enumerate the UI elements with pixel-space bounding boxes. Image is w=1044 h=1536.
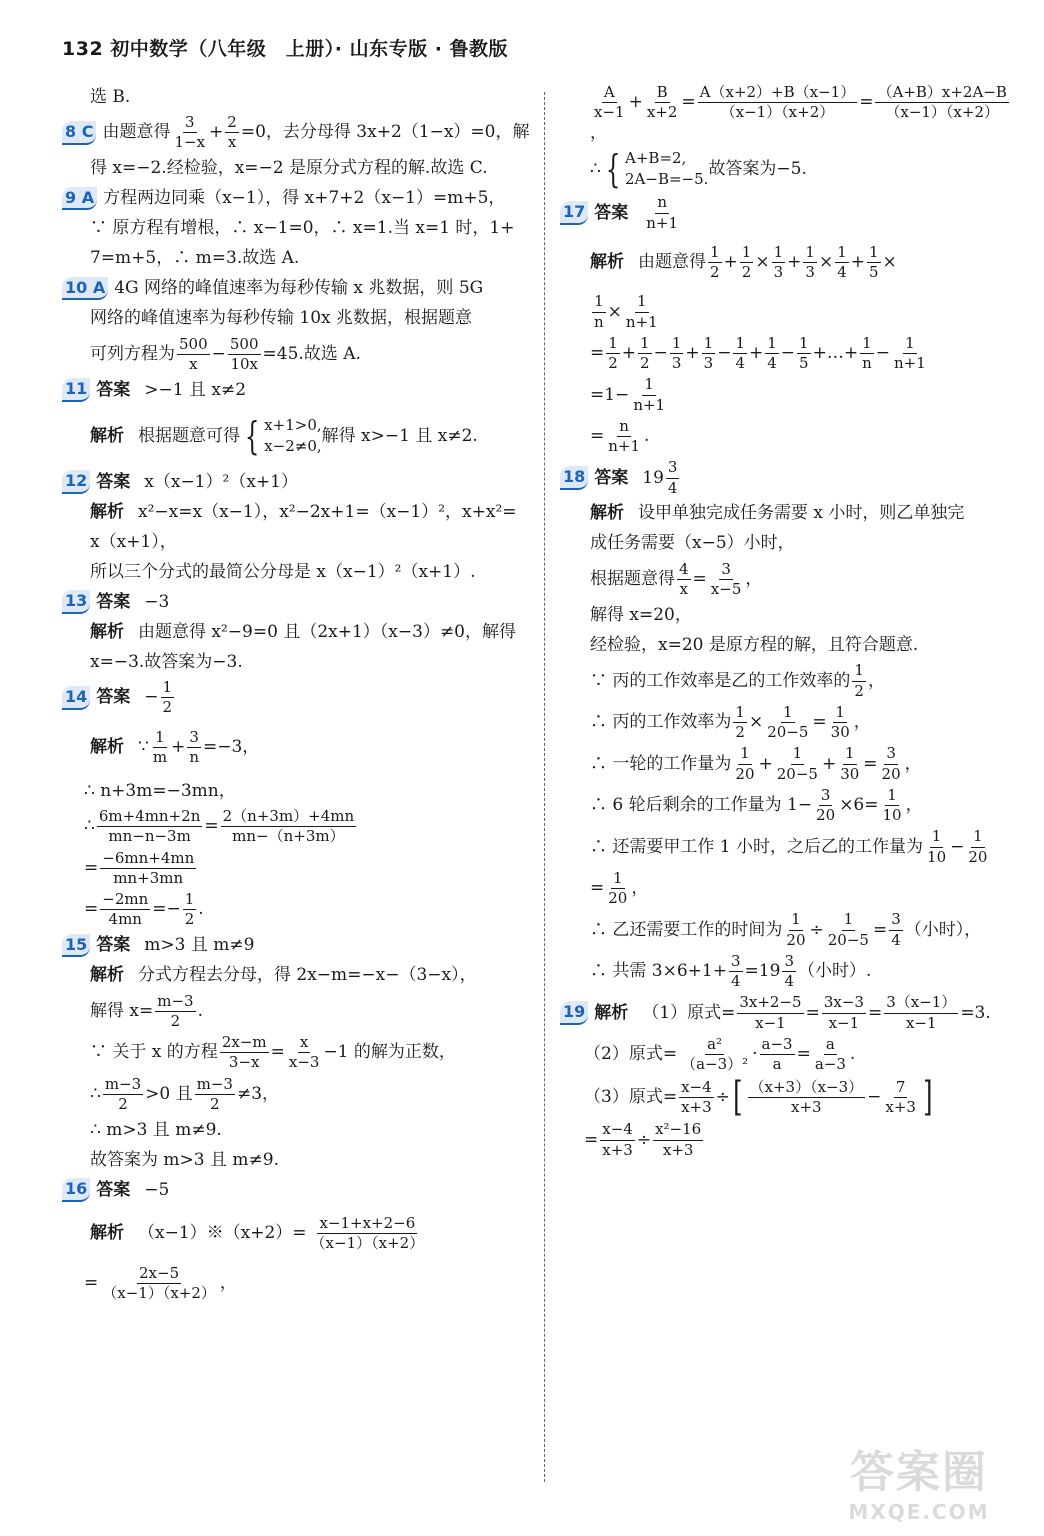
line: ∴ n+3m=−3mn， [84,780,236,801]
fraction: $\frac{1}{2}$ [741,242,752,282]
explanation-label: 解析 [594,1002,629,1023]
line: x=−3.故答案为−3. [90,651,243,672]
line: 解得 x= $\frac{m-3}{2}$ . [90,991,203,1030]
fraction: $\frac{1}{n+1}$ [894,333,926,373]
question-number: 12 [62,470,90,494]
line: ∴ $\frac{m-3}{2}$ >0 且 $\frac{m-3}{2}$ ≠3， [90,1074,280,1113]
line: ∴ 6 轮后剩余的工作量为 1− $\frac{3}{20}$ ×6= $\frac{1}{10}$ ， [590,785,923,825]
explanation-label: 解析 [90,425,124,446]
fraction: $\frac{500}{x}$ [179,334,208,373]
fraction: $\frac{7}{x+3}$ [885,1077,916,1116]
line: 7=m+5，∴ m=3.故选 A. [90,248,300,269]
right-column [560,80,1020,1163]
fraction: $\frac{1}{10}$ [927,827,947,866]
line: ∴ 还需要甲工作 1 小时，之后乙的工作量为 $\frac{1}{10}$ − $\frac{1}{20}$ [590,827,988,866]
fraction: $\frac{1}{20}$ [735,744,755,783]
line: ∴ 一轮的工作量为 $\frac{1}{20}$ + $\frac{1}{20-5}$ + $\frac{1}{30}$ = $\frac{3}{20}$ ， [590,744,922,783]
fraction: $\frac{1}{3}$ [773,242,784,282]
line: = $\frac{-2mn}{4mn}$ =− $\frac{1}{2}$ . [84,890,204,929]
answer-label: 答案 [96,935,131,956]
operator: + [787,252,802,273]
question-number: 19 [560,1001,588,1025]
fraction: $\frac{3}{20}$ [816,785,836,825]
explanation: 解析 由题意得 $\frac{1}{2}$ + $\frac{1}{2}$ × $\frac{1}{3}$ + $\frac{1}{3}$ × $\frac{1}{4}$ + $\frac{1}{5}$ × [590,242,897,282]
equation-system: { x+1>0, x−2≠0, [244,414,322,458]
question-number: 16 [62,1178,90,1202]
operator: +…+ [812,343,859,364]
fraction: $\frac{\text{x²−16}}{x+3}$ [655,1120,702,1159]
question-15 [62,933,530,959]
operator: − [780,343,796,364]
fraction: $\frac{x-4}{x+3}$ [602,1120,633,1159]
line: 选 B. [90,86,131,107]
operator: × [818,252,834,273]
fraction: $\frac{(x+3)(x-3)}{x+3}$ [749,1077,864,1116]
answer-label: 答案 [96,471,131,492]
operator: + [723,252,738,273]
fraction: $\frac{m-3}{2}$ [196,1074,233,1113]
line: （2）原式= $\frac{\text{a²}}{\text{（a−3）²}}$ · $\frac{a-3}{a}$ = $\frac{a}{a-3}$ . [584,1034,856,1074]
fraction: $\frac{1}{10}$ [882,785,902,825]
fraction: $\frac{1}{2}$ [710,242,720,282]
question-11 [62,377,530,403]
operator: × [755,252,770,273]
fraction: $\frac{1}{3}$ [805,242,815,282]
fraction: $\frac{1}{20-5}$ [767,702,809,742]
line: ∴ 共需 3×6+1+ $\frac{3}{4}$ =19 $\frac{3}{4}$ （小时）. [590,951,872,991]
fraction: $\frac{1}{n}$ [862,333,872,373]
answer-fraction: $\frac{1}{2}$ [162,678,173,717]
question-number: 18 [560,466,588,490]
question-18: 18 答案 19 $\frac{3}{4}$ [560,459,1020,497]
fraction: $\frac{1}{20}$ [608,868,628,908]
operator: − [875,343,890,364]
line: （3）原式= $\frac{x-4}{x+3}$ ÷ [ $\frac{(x+3)(x-3)}{x+3}$ − $\frac{7}{x+3}$ ] [584,1074,933,1121]
line: 经检验，x=20 是原方程的解，且符合题意. [590,634,919,655]
fraction: $\frac{x}{x-3}$ [288,1033,320,1072]
line: $\frac{A}{x-1}$ + $\frac{B}{x+2}$ = $\frac{A(x+2)+B(x-1)}{(x-1)(x+2)}$ = $\frac{(A+B)x+2A-B}{(x-1)(x+2)}$ ， [590,83,1007,143]
fraction: $\frac{3}{x-5}$ [710,559,742,599]
line: 解得 x=20， [590,604,692,625]
answer-label: 答案 [96,687,131,708]
fraction: $\frac{3x-3}{x-1}$ [823,993,864,1032]
product-sum [706,244,897,282]
fraction: $\frac{3}{4}$ [891,910,901,949]
answer-label: 答案 [594,467,629,488]
fraction: $\frac{x-1+x+2-6}{(x-1)(x+2)}$ [310,1214,425,1253]
fraction: $\frac{m-3}{2}$ [157,991,194,1030]
line: $\frac{1}{n}$ × $\frac{1}{n+1}$ [594,292,658,331]
question-number: 11 [62,378,90,402]
fraction: $\frac{1}{4}$ [837,242,847,282]
question-10: 10 A 4G 网络的峰值速率为每秒传输 x 兆数据，则 5G [62,276,530,302]
operator: − [653,343,668,364]
fraction: $\frac{x-4}{x+3}$ [681,1077,712,1116]
answer-fraction: $\frac{n}{n+1}$ [646,193,679,232]
fraction: $\frac{2(n+3m)+4mn}{mn-(n+3m)}$ [222,807,355,846]
fraction: $\frac{1}{n+1}$ [625,292,658,331]
line: = $\frac{n}{n+1}$ . [590,416,650,456]
fraction: $\frac{1}{3}$ [703,333,714,373]
operator: + [748,343,764,364]
fraction: $\frac{2}{x}$ [227,113,237,152]
line: ∵ 关于 x 的方程 $\frac{2x-m}{3-x}$ = $\frac{x}{x-3}$ −1 的解为正数， [90,1033,456,1072]
line: 可列方程为 $\frac{500}{x}$ − $\frac{500}{10x}$ =45.故选 A. [90,334,361,373]
fraction: $\frac{1}{n}$ [594,292,604,331]
question-number: 13 [62,590,90,614]
explanation: 解析 ∵ $\frac{1}{m}$ + $\frac{3}{n}$ =−3， [90,727,260,766]
left-column [62,80,530,1306]
line: x（x+1）， [90,531,177,552]
line: = $\frac{-6mn+4mn}{mn+3mn}$ [84,848,195,887]
question-number: 17 [560,201,588,225]
line: ∴ 乙还需要工作的时间为 $\frac{1}{20}$ ÷ $\frac{1}{20-5}$ = $\frac{3}{4}$ （小时）， [590,910,982,949]
question-19: 19 解析 （1）原式= $\frac{3x+2-5}{x-1}$ = $\frac{3x-3}{x-1}$ = $\frac{3(x-1)}{x-1}$ =3. [560,994,1020,1032]
watermark-logo: 答案圈 MXQE.COM [848,1447,990,1524]
fraction: $\frac{A(x+2)+B(x-1)}{(x-1)(x+2)}$ [699,83,856,122]
fraction: $\frac{m-3}{2}$ [104,1074,142,1113]
explanation-label: 解析 [90,965,124,986]
line: =1− $\frac{1}{n+1}$ [590,375,666,414]
fraction: $\frac{-2mn}{4mn}$ [102,890,149,929]
explanation: 解析 设甲单独完成任务需要 x 小时，则乙单独完 [590,503,965,524]
answer: >−1 且 x≠2 [144,379,247,400]
line: ∴ $\frac{6m+4mn+2n}{mn-n-3m}$ = $\frac{2(n+3m)+4mn}{mn-(n+3m)}$ [84,807,355,846]
explanation: 解析 （x−1）※（x+2）= $\frac{x-1+x+2-6}{(x-1)(x+2)}$ [90,1214,425,1253]
answer-label: 答案 [594,202,629,223]
line: = $\frac{x-4}{x+3}$ ÷ $\frac{\text{x²−16}}{x+3}$ [584,1120,702,1159]
explanation: 解析 分式方程去分母，得 2x−m=−x−（3−x）， [90,965,477,986]
fraction: $\frac{1}{20}$ [786,910,806,949]
line: 故答案为 m>3 且 m≠9. [90,1149,279,1170]
fraction: $\frac{3}{4}$ [731,951,741,991]
line: = $\frac{1}{20}$ ， [590,868,649,908]
line: ∵ 丙的工作效率是乙的工作效率的 $\frac{1}{2}$ ， [590,661,885,700]
fraction: $\frac{4}{x}$ [679,559,689,599]
fraction: $\frac{1}{4}$ [735,333,745,373]
fraction: $\frac{B}{x+2}$ [646,83,678,122]
question-number: 10 A [62,277,108,301]
line: 根据题意得 $\frac{4}{x}$ = $\frac{3}{x-5}$ ， [590,559,763,599]
fraction: $\frac{1}{3}$ [671,333,682,373]
answer-label: 答案 [96,591,131,612]
fraction: $\frac{3(x-1)}{x-1}$ [886,993,957,1032]
question-13 [62,589,530,615]
line: ∴ { A+B=2, 2A−B=−5. 故答案为−5. [590,147,807,192]
explanation: 解析 根据题意可得 { x+1>0, x−2≠0, 解得 x>−1 且 x≠2. [90,414,478,458]
fraction: $\frac{1}{2}$ [735,702,745,742]
answer: x（x−1）²（x+1） [144,471,298,492]
question-14: 14 答案 − $\frac{1}{2}$ [62,679,530,717]
fraction: $\frac{1}{4}$ [767,333,777,373]
fraction: $\frac{2x-5}{(x-1)(x+2)}$ [102,1263,216,1302]
explanation-label: 解析 [90,501,124,522]
explanation-label: 解析 [90,736,124,757]
question-8: 8 C 由题意得 $\frac{3}{1-x}$ + $\frac{2}{x}$ =0，去分母得 3x+2（1−x）=0，解 [62,114,530,152]
fraction: $\frac{3x+2-5}{x-1}$ [739,993,802,1032]
answer-fraction: $\frac{3}{4}$ [667,458,678,497]
operator: + [850,252,865,273]
line: = $\frac{1}{2}$ + $\frac{1}{2}$ − $\frac{1}{3}$ + $\frac{1}{3}$ − $\frac{1}{4}$ + $\frac{1}{4}$ − $\frac{1}{5}$ +…+ $\frac{1}{n}$ − $\frac{1}{n+1}$ [560,335,1020,373]
fraction: $\frac{a}{a-3}$ [814,1034,846,1074]
explanation-label: 解析 [90,621,124,642]
answer-label: 答案 [96,1179,131,1200]
fraction: $\frac{-6mn+4mn}{mn+3mn}$ [102,848,195,887]
fraction: $\frac{3}{1-x}$ [174,113,206,152]
line: ∴ m>3 且 m≠9. [90,1119,222,1140]
question-number: 9 A [62,187,97,211]
fraction: $\frac{1}{20-5}$ [776,744,818,783]
fraction: $\frac{1}{m}$ [152,727,168,766]
fraction: $\frac{\text{a²}}{\text{（a−3）²}}$ [681,1034,749,1074]
explanation: 解析 由题意得 x²−9=0 且（2x+1）（x−3）≠0，解得 [90,621,517,642]
fraction: $\frac{1}{2}$ [854,661,864,700]
fraction: $\frac{2x-m}{3-x}$ [221,1033,267,1072]
fraction: $\frac{1}{30}$ [830,702,850,742]
fraction: $\frac{1}{2}$ [608,333,618,373]
operator: − [717,343,732,364]
telescoping-sum [604,335,930,373]
line: = $\frac{2x-5}{(x-1)(x+2)}$ ， [84,1263,237,1302]
line: ∵ 原方程有增根，∴ x−1=0，∴ x=1.当 x=1 时，1+ [90,218,515,239]
fraction: $\frac{1}{20}$ [968,827,988,866]
fraction: $\frac{6m+4mn+2n}{mn-n-3m}$ [98,807,201,846]
question-17 [560,194,1020,232]
equation-system: { A+B=2, 2A−B=−5. [605,147,709,192]
operator: + [685,343,700,364]
answer-label: 答案 [96,379,131,400]
fraction: $\frac{a-3}{a}$ [761,1034,793,1074]
question-16 [62,1177,530,1203]
line: 成任务需要（x−5）小时， [590,533,795,554]
fraction: $\frac{1}{20-5}$ [827,910,869,949]
fraction: $\frac{1}{30}$ [840,744,860,783]
explanation-label: 解析 [90,1223,124,1244]
explanation: 解析 x²−x=x（x−1），x²−2x+1=（x−1）²，x+x²= [90,501,517,522]
fraction: $\frac{1}{n+1}$ [633,375,666,414]
operator: + [621,343,637,364]
answer: m>3 且 m≠9 [144,935,255,956]
fraction: $\frac{1}{2}$ [640,333,650,373]
line: 所以三个分式的最简公分母是 x（x−1）²（x+1）. [90,561,476,582]
fraction: $\frac{n}{n+1}$ [608,416,641,456]
question-number: 14 [62,686,90,710]
fraction: $\frac{1}{2}$ [184,890,195,929]
fraction: $\frac{1}{5}$ [799,333,809,373]
fraction: $\frac{A}{x-1}$ [594,83,625,122]
fraction: $\frac{3}{4}$ [784,951,794,991]
operator: × [882,252,897,273]
fraction: $\frac{(A+B)x+2A-B}{(x-1)(x+2)}$ [877,83,1007,122]
page-header: 132 初中数学（八年级 上册）· 山东专版 · 鲁教版 [62,38,509,60]
fraction: $\frac{3}{20}$ [881,744,901,783]
question-number: 15 [62,934,90,958]
line: 得 x=−2.经检验，x=−2 是原分式方程的解.故选 C. [90,158,488,179]
question-12 [62,469,530,495]
fraction: $\frac{3}{n}$ [189,727,199,766]
fraction: $\frac{1}{5}$ [868,242,879,282]
explanation-label: 解析 [590,503,624,524]
line: 网络的峰值速率为每秒传输 10x 兆数据，根据题意 [90,308,473,329]
fraction: $\frac{500}{10x}$ [229,334,259,373]
answer: −5 [144,1179,170,1200]
question-number: 8 C [62,121,96,145]
answer: −3 [144,591,170,612]
question-9: 9 A 方程两边同乘（x−1），得 x+7+2（x−1）=m+5， [62,186,530,212]
column-divider [544,92,545,1482]
explanation-label: 解析 [590,252,624,273]
line: ∴ 丙的工作效率为 $\frac{1}{2}$ × $\frac{1}{20-5}$ = $\frac{1}{30}$ ， [590,702,871,742]
